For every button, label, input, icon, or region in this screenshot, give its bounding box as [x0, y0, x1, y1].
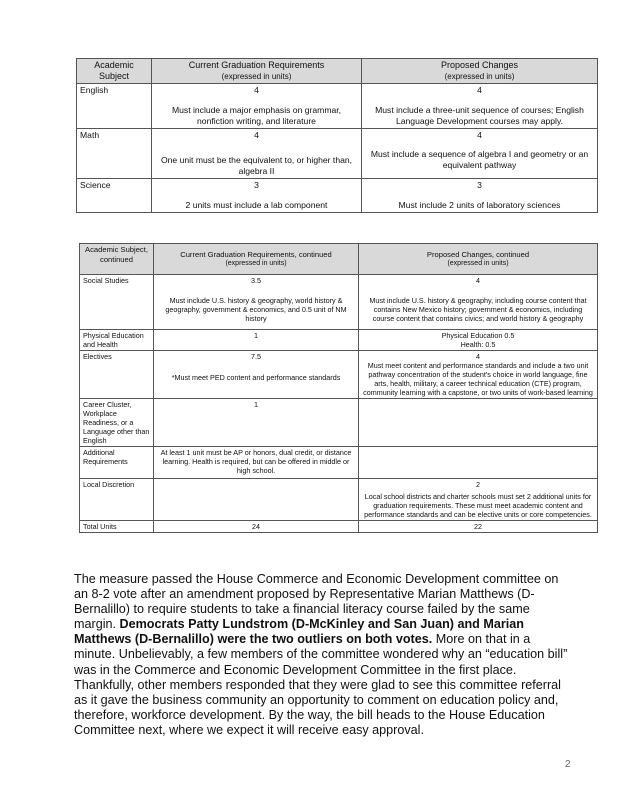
- subject-cell: Additional Requirements: [80, 447, 154, 479]
- paragraph-text-1: The measure passed the House Commerce and Economic Development committee on an 8-2 vote after an amendment proposed by Representative Marian Matthews (D-Bernalillo) to require students to take a financial literacy course failed by the same margin.: [74, 572, 559, 632]
- header-current: Current Graduation Requirements, continued (expressed in units): [154, 244, 359, 275]
- proposed-cell: 4 Must meet content and performance standards and include a two unit pathway concentration of the student's choice in world language, fine arts, health, military, a career technical education (CTE) program, community learning with a capstone, or two units of work-based learning: [359, 351, 598, 399]
- proposed-cell: 2 Local school districts and charter schools must set 2 additional units for graduation requirements. These must meet academic content and performance standards and can be elective units or core competencies.: [359, 479, 598, 521]
- proposed-cell: 22: [359, 521, 598, 533]
- body-paragraph: [74, 572, 570, 738]
- graduation-requirements-continued-table: [79, 243, 598, 533]
- subject-cell: Science: [77, 179, 152, 213]
- header-subject: Academic Subject, continued: [80, 244, 154, 275]
- table-row: [80, 330, 598, 351]
- table-row: [77, 129, 598, 179]
- table-row: [80, 399, 598, 447]
- header-proposed: Proposed Changes (expressed in units): [362, 59, 598, 84]
- table-row: [80, 275, 598, 330]
- header-current: Current Graduation Requirements (expressed in units): [152, 59, 362, 84]
- graduation-requirements-table: [76, 58, 598, 213]
- proposed-cell: [359, 447, 598, 479]
- proposed-cell: 4 Must include a sequence of algebra I and geometry or an equivalent pathway: [362, 129, 598, 179]
- subject-cell: Math: [77, 129, 152, 179]
- current-cell: 4 One unit must be the equivalent to, or higher than, algebra II: [152, 129, 362, 179]
- proposed-cell: 4 Must include a three-unit sequence of courses; English Language Development courses may apply.: [362, 84, 598, 129]
- current-cell: 4 Must include a major emphasis on grammar, nonfiction writing, and literature: [152, 84, 362, 129]
- header-subject: Academic Subject: [77, 59, 152, 84]
- header-proposed: Proposed Changes, continued (expressed in units): [359, 244, 598, 275]
- page-number: 2: [565, 759, 571, 770]
- proposed-cell: Physical Education 0.5 Health: 0.5: [359, 330, 598, 351]
- current-cell: 3.5 Must include U.S. history & geography, world history & geography, government & economics, and 0.5 unit of NM history: [154, 275, 359, 330]
- table-row: [80, 351, 598, 399]
- table-header-row: [80, 244, 598, 275]
- proposed-cell: [359, 399, 598, 447]
- current-cell: At least 1 unit must be AP or honors, dual credit, or distance learning. Health is required, but can be offered in middle or high school.: [154, 447, 359, 479]
- current-cell: [154, 479, 359, 521]
- subject-cell: Electives: [80, 351, 154, 399]
- current-cell: 3 2 units must include a lab component: [152, 179, 362, 213]
- table-row: [77, 179, 598, 213]
- subject-cell: Career Cluster, Workplace Readiness, or a Language other than English: [80, 399, 154, 447]
- paragraph-text-2: More on that in a minute. Unbelievably, a few members of the committee wondered why an “education bill” was in the Commerce and Economic Development Committee in the first place. Thankfully, other members responded that they were glad to see this committee referral as it gave the business community an opportunity to comment on education policy and, therefore, workforce development. By the way, the bill heads to the House Education Committee next, where we expect it will receive easy approval.: [74, 632, 568, 737]
- proposed-cell: 3 Must include 2 units of laboratory sciences: [362, 179, 598, 213]
- subject-cell: Local Discretion: [80, 479, 154, 521]
- subject-cell: Physical Education and Health: [80, 330, 154, 351]
- table-header-row: [77, 59, 598, 84]
- subject-cell: Social Studies: [80, 275, 154, 330]
- current-cell: 7.5 *Must meet PED content and performance standards: [154, 351, 359, 399]
- current-cell: 1: [154, 399, 359, 447]
- subject-cell: English: [77, 84, 152, 129]
- table-row: [80, 479, 598, 521]
- subject-cell: Total Units: [80, 521, 154, 533]
- table-row: [80, 521, 598, 533]
- current-cell: 24: [154, 521, 359, 533]
- current-cell: 1: [154, 330, 359, 351]
- paragraph-bold-text: Democrats Patty Lundstrom (D-McKinley and San Juan) and Marian Matthews (D-Bernalillo) were the two outliers on both votes.: [74, 617, 524, 647]
- proposed-cell: 4 Must include U.S. history & geography, including course content that contains New Mexico history; government & economics, including course content that contains civics; and world history & geography: [359, 275, 598, 330]
- table-row: [77, 84, 598, 129]
- table-row: [80, 447, 598, 479]
